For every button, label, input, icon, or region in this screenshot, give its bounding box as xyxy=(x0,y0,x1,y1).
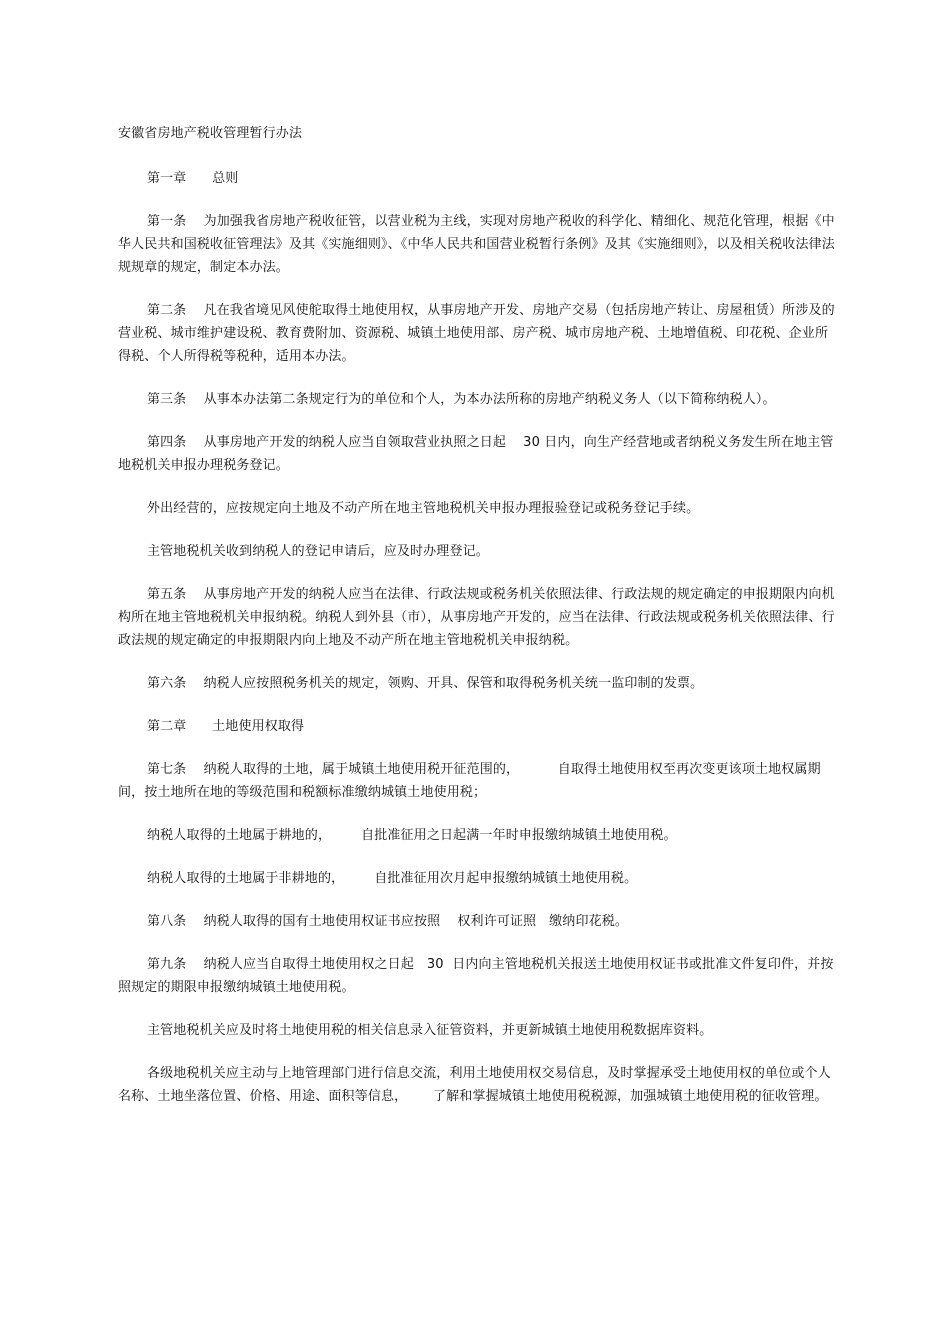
article-9-para-3: 各级地税机关应主动与上地管理部门进行信息交流，利用土地使用权交易信息，及时掌握承受土地使用权的单位或个人名称、土地坐落位置、价格、用途、面积等信息， 了解和掌握城镇土地使用税税源，加强城镇土地使用税的征收管理。 xyxy=(118,1066,831,1104)
article-6: 第六条 纳税人应按照税务机关的规定，领购、开具、保管和取得税务机关统一监印制的发票。 xyxy=(147,676,704,691)
chapter-1-heading: 第一章 总则 xyxy=(147,171,239,186)
article-4-para-3: 主管地税机关收到纳税人的登记申请后，应及时办理登记。 xyxy=(147,544,489,559)
article-8: 第八条 纳税人取得的国有土地使用权证书应按照 权利许可证照 缴纳印花税。 xyxy=(147,914,629,929)
article-7: 第七条 纳税人取得的土地，属于城镇土地使用税开征范围的， 自取得土地使用权至再次变更该项土地权属期间，按土地所在地的等级范围和税额标准缴纳城镇土地使用税； xyxy=(118,762,821,800)
article-1: 第一条 为加强我省房地产税收征管，以营业税为主线，实现对房地产税收的科学化、精细化、规范化管理，根据《中华人民共和国税收征管理法》及其《实施细则》、《中华人民共和国营业税暂行条例》及其《实施细则》，以及相关税收法律法规规章的规定，制定本办法。 xyxy=(118,214,835,275)
article-9: 第九条 纳税人应当自取得土地使用权之日起 30 日内向主管地税机关报送土地使用权证书或批准文件复印件，并按照规定的期限申报缴纳城镇土地使用税。 xyxy=(118,957,834,995)
article-7-para-2: 纳税人取得的土地属于耕地的， 自批准征用之日起满一年时申报缴纳城镇土地使用税。 xyxy=(147,828,677,843)
article-5: 第五条 从事房地产开发的纳税人应当在法律、行政法规或税务机关依照法律、行政法规的规定确定的申报期限内向机构所在地主管地税机关申报纳税。纳税人到外县（市），从事房地产开发的，应当在法律、行政法规或税务机关依照法律、行政法规的规定确定的申报期限内向上地及不动产所在地主管地税机关申报纳税。 xyxy=(118,587,835,648)
article-7-para-3: 纳税人取得的土地属于非耕地的， 自批准征用次月起申报缴纳城镇土地使用税。 xyxy=(147,871,638,886)
article-3: 第三条 从事本办法第二条规定行为的单位和个人，为本办法所称的房地产纳税义务人（以下简称纳税人）。 xyxy=(147,392,776,407)
article-2: 第二条 凡在我省境见风使舵取得土地使用权，从事房地产开发、房地产交易（包括房地产转让、房屋租赁）所涉及的营业税、城市维护建设税、教育费附加、资源税、城镇土地使用部、房产税、城市房地产税、土地增值税、印花税、企业所得税、个人所得税等税种，适用本办法。 xyxy=(118,303,835,364)
document-title: 安徽省房地产税收管理暂行办法 xyxy=(118,126,303,141)
article-9-para-2: 主管地税机关应及时将土地使用税的相关信息录入征管资料，并更新城镇土地使用税数据库资料。 xyxy=(147,1023,713,1038)
document-page xyxy=(118,122,838,1128)
article-4-para-2: 外出经营的，应按规定向土地及不动产所在地主管地税机关申报办理报验登记或税务登记手续。 xyxy=(147,501,700,516)
article-4: 第四条 从事房地产开发的纳税人应当自领取营业执照之日起 30 日内，向生产经营地或者纳税义务发生所在地主管地税机关申报办理税务登记。 xyxy=(118,435,834,473)
chapter-2-heading: 第二章 土地使用权取得 xyxy=(147,719,305,734)
